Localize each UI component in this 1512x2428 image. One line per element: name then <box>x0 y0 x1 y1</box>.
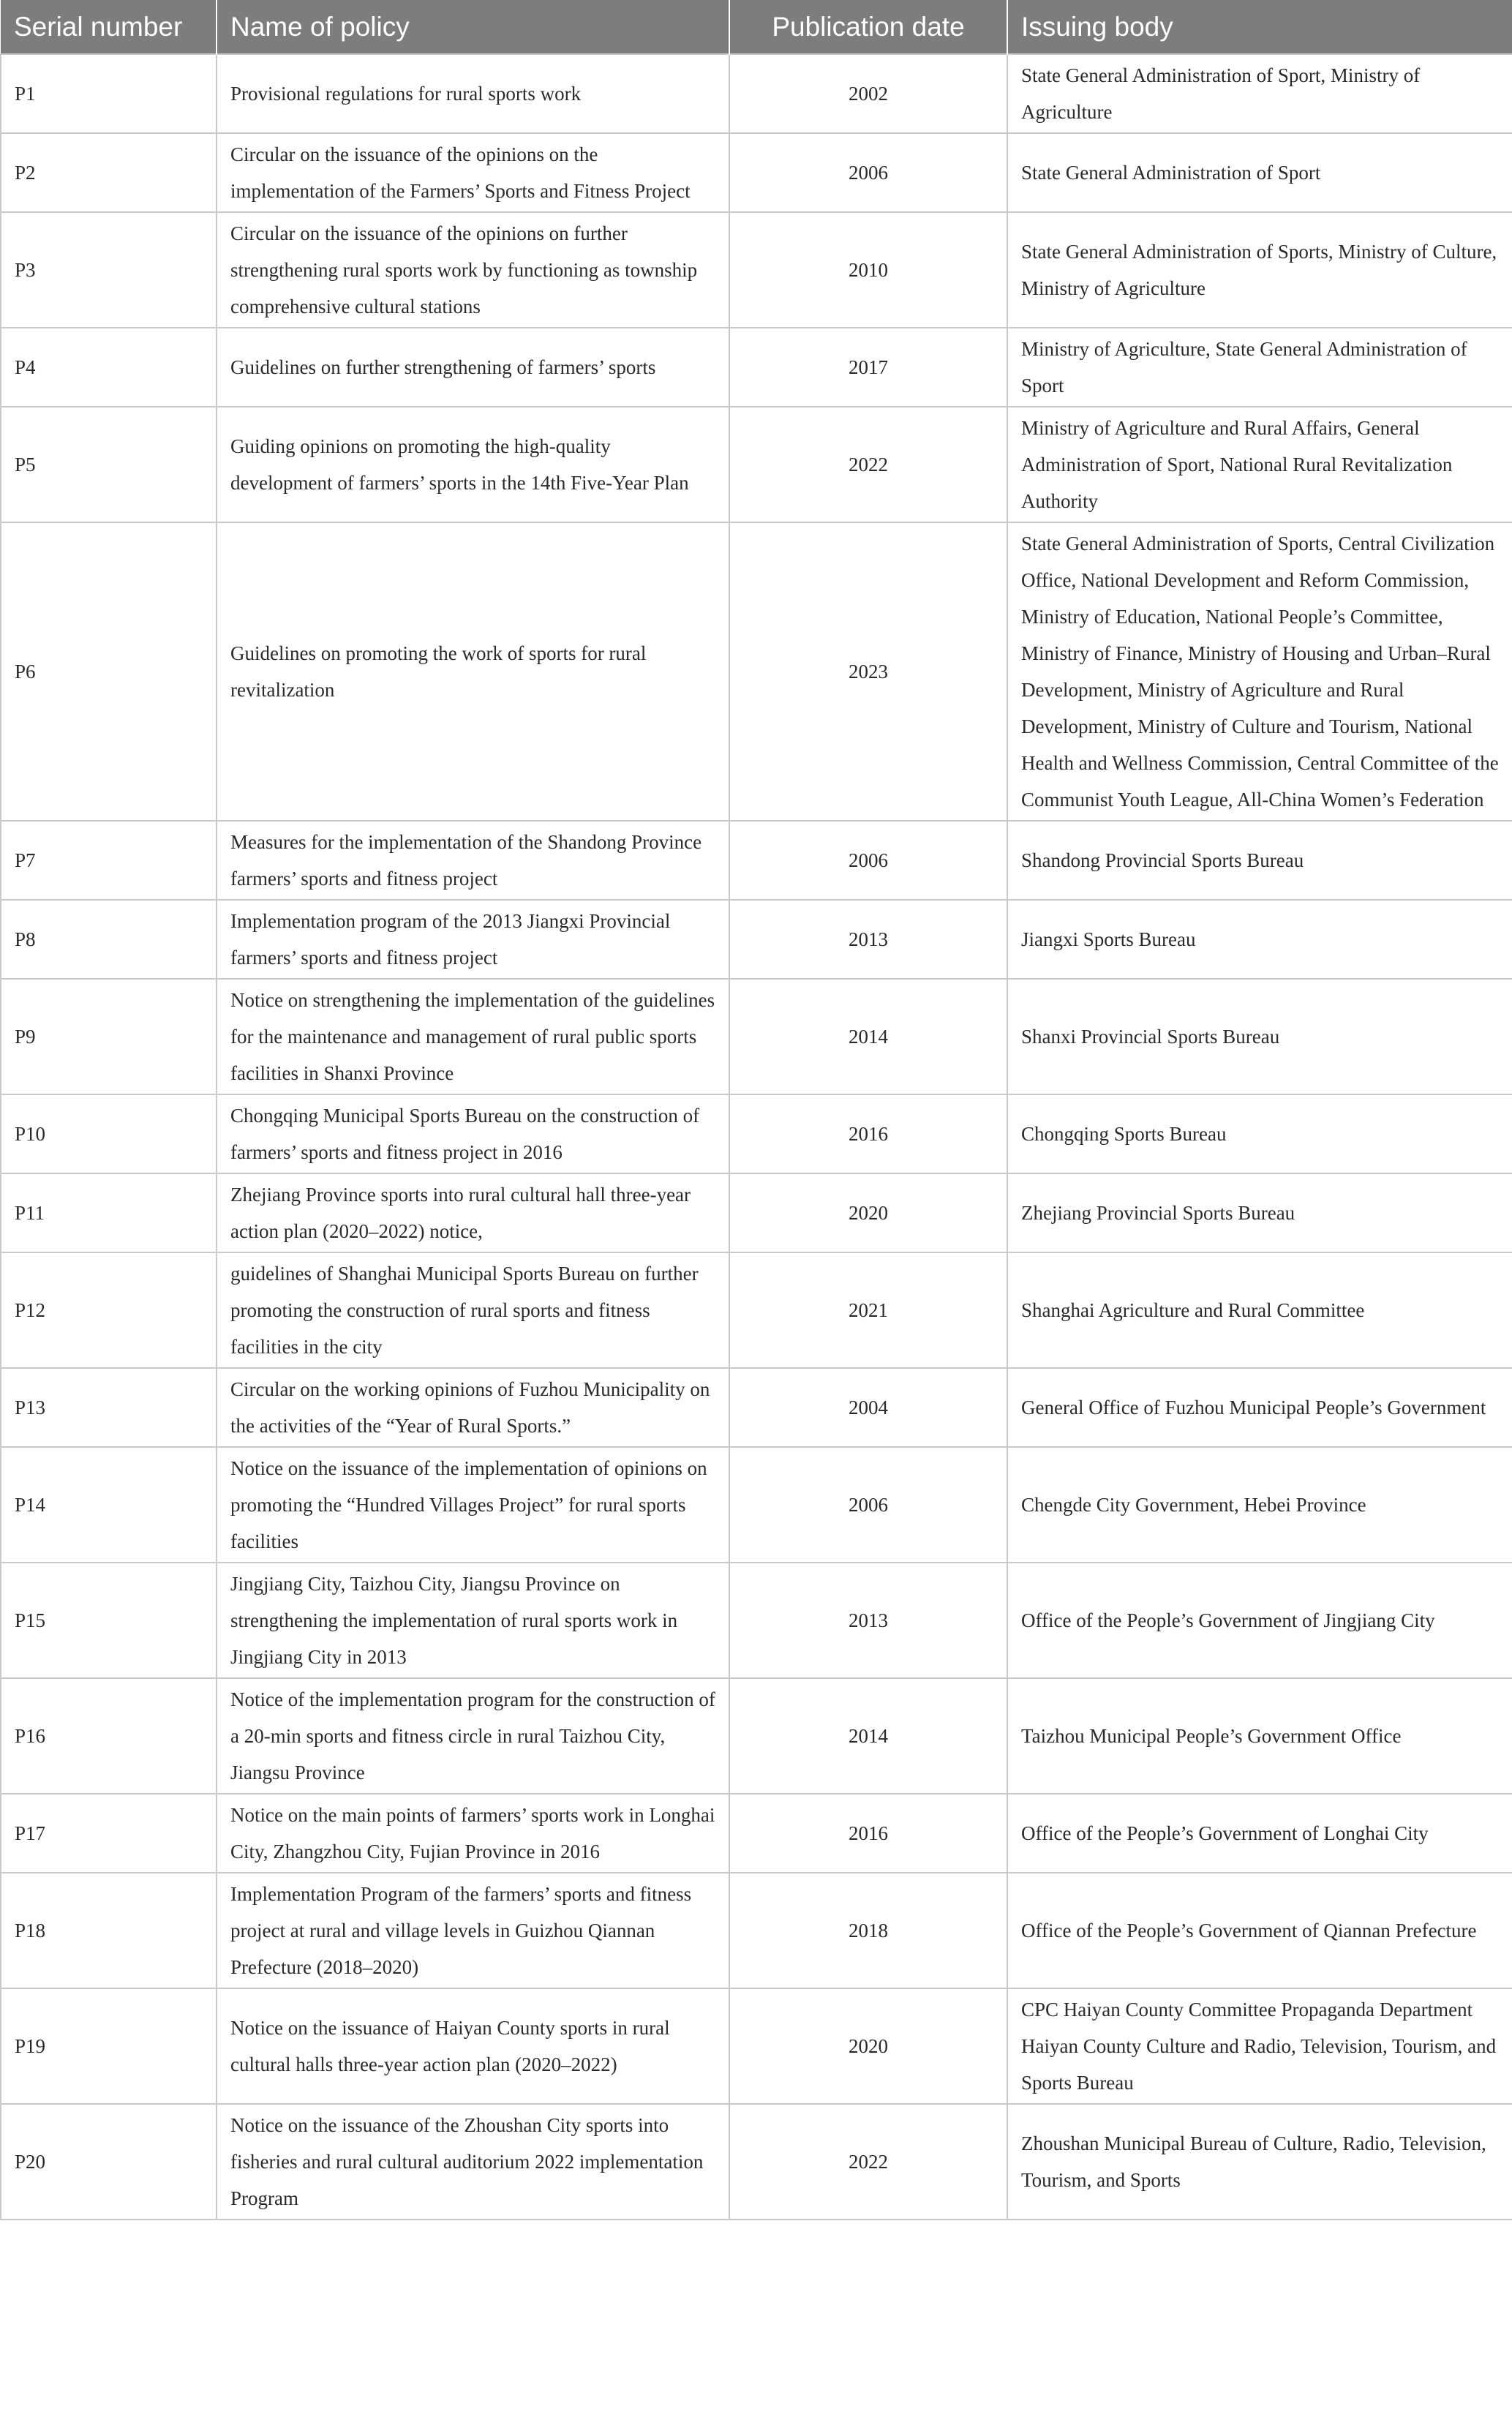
policy-name-cell: Zhejiang Province sports into rural cultural hall three-year action plan (2020–2022) notice, <box>217 1173 729 1252</box>
serial-number-cell: P18 <box>1 1873 217 1988</box>
publication-date-cell: 2006 <box>729 821 1007 900</box>
policy-name-cell: Jingjiang City, Taizhou City, Jiangsu Province on strengthening the implementation of rural sports work in Jingjiang City in 2013 <box>217 1563 729 1678</box>
issuing-body-cell: General Office of Fuzhou Municipal People’s Government <box>1007 1368 1512 1447</box>
table-row <box>1 407 1512 522</box>
policy-name-cell: Circular on the issuance of the opinions on further strengthening rural sports work by functioning as township comprehensive cultural stations <box>217 212 729 328</box>
table-row <box>1 522 1512 821</box>
publication-date-cell: 2016 <box>729 1794 1007 1873</box>
table-body <box>1 54 1512 2220</box>
policy-name-cell: Notice on the issuance of the Zhoushan City sports into fisheries and rural cultural auditorium 2022 implementation Program <box>217 2104 729 2220</box>
policy-name-cell: Notice on the issuance of Haiyan County sports in rural cultural halls three-year action plan (2020–2022) <box>217 1988 729 2104</box>
table-row <box>1 212 1512 328</box>
serial-number-cell: P17 <box>1 1794 217 1873</box>
publication-date-cell: 2023 <box>729 522 1007 821</box>
table-row <box>1 1252 1512 1368</box>
serial-number-cell: P10 <box>1 1094 217 1173</box>
publication-date-cell: 2013 <box>729 1563 1007 1678</box>
publication-date-cell: 2016 <box>729 1094 1007 1173</box>
policy-name-cell: Guiding opinions on promoting the high-quality development of farmers’ sports in the 14th Five-Year Plan <box>217 407 729 522</box>
issuing-body-cell: Shanghai Agriculture and Rural Committee <box>1007 1252 1512 1368</box>
policy-name-cell: Notice on the main points of farmers’ sports work in Longhai City, Zhangzhou City, Fujian Province in 2016 <box>217 1794 729 1873</box>
serial-number-cell: P15 <box>1 1563 217 1678</box>
table-header <box>1 0 1512 54</box>
table-row <box>1 328 1512 407</box>
table-row <box>1 133 1512 212</box>
table-row <box>1 1988 1512 2104</box>
serial-number-cell: P8 <box>1 900 217 979</box>
table-row <box>1 1447 1512 1563</box>
serial-number-cell: P14 <box>1 1447 217 1563</box>
publication-date-cell: 2004 <box>729 1368 1007 1447</box>
publication-date-cell: 2014 <box>729 979 1007 1094</box>
issuing-body-cell: Chengde City Government, Hebei Province <box>1007 1447 1512 1563</box>
table-row <box>1 1678 1512 1794</box>
serial-number-cell: P1 <box>1 54 217 133</box>
publication-date-cell: 2010 <box>729 212 1007 328</box>
issuing-body-cell: Office of the People’s Government of Longhai City <box>1007 1794 1512 1873</box>
table-row <box>1 54 1512 133</box>
publication-date-cell: 2018 <box>729 1873 1007 1988</box>
table-row <box>1 1173 1512 1252</box>
issuing-body-cell: Chongqing Sports Bureau <box>1007 1094 1512 1173</box>
policy-name-cell: Notice of the implementation program for the construction of a 20-min sports and fitness circle in rural Taizhou City, Jiangsu Province <box>217 1678 729 1794</box>
policy-name-cell: Circular on the working opinions of Fuzhou Municipality on the activities of the “Year of Rural Sports.” <box>217 1368 729 1447</box>
header-serial-number: Serial number <box>1 0 217 54</box>
issuing-body-cell: Ministry of Agriculture and Rural Affairs, General Administration of Sport, National Rural Revitalization Authority <box>1007 407 1512 522</box>
policy-name-cell: Chongqing Municipal Sports Bureau on the construction of farmers’ sports and fitness project in 2016 <box>217 1094 729 1173</box>
issuing-body-cell: State General Administration of Sport <box>1007 133 1512 212</box>
serial-number-cell: P16 <box>1 1678 217 1794</box>
serial-number-cell: P13 <box>1 1368 217 1447</box>
issuing-body-cell: Shandong Provincial Sports Bureau <box>1007 821 1512 900</box>
serial-number-cell: P7 <box>1 821 217 900</box>
table-row <box>1 821 1512 900</box>
policy-name-cell: Provisional regulations for rural sports work <box>217 54 729 133</box>
serial-number-cell: P3 <box>1 212 217 328</box>
table-row <box>1 1368 1512 1447</box>
header-policy-name: Name of policy <box>217 0 729 54</box>
publication-date-cell: 2022 <box>729 407 1007 522</box>
policy-name-cell: Measures for the implementation of the Shandong Province farmers’ sports and fitness project <box>217 821 729 900</box>
policy-name-cell: Implementation program of the 2013 Jiangxi Provincial farmers’ sports and fitness project <box>217 900 729 979</box>
policy-name-cell: Circular on the issuance of the opinions on the implementation of the Farmers’ Sports and Fitness Project <box>217 133 729 212</box>
issuing-body-cell: State General Administration of Sports, Ministry of Culture, Ministry of Agriculture <box>1007 212 1512 328</box>
policy-name-cell: Implementation Program of the farmers’ sports and fitness project at rural and village levels in Guizhou Qiannan Prefecture (2018–2020) <box>217 1873 729 1988</box>
table-row <box>1 1563 1512 1678</box>
publication-date-cell: 2002 <box>729 54 1007 133</box>
issuing-body-cell: Ministry of Agriculture, State General Administration of Sport <box>1007 328 1512 407</box>
table-row <box>1 2104 1512 2220</box>
issuing-body-cell: Zhejiang Provincial Sports Bureau <box>1007 1173 1512 1252</box>
issuing-body-cell: Office of the People’s Government of Qiannan Prefecture <box>1007 1873 1512 1988</box>
publication-date-cell: 2020 <box>729 1173 1007 1252</box>
serial-number-cell: P5 <box>1 407 217 522</box>
publication-date-cell: 2017 <box>729 328 1007 407</box>
issuing-body-cell: Taizhou Municipal People’s Government Office <box>1007 1678 1512 1794</box>
policy-name-cell: Notice on strengthening the implementation of the guidelines for the maintenance and management of rural public sports facilities in Shanxi Province <box>217 979 729 1094</box>
serial-number-cell: P9 <box>1 979 217 1094</box>
policy-name-cell: Notice on the issuance of the implementation of opinions on promoting the “Hundred Villages Project” for rural sports facilities <box>217 1447 729 1563</box>
policy-name-cell: Guidelines on further strengthening of farmers’ sports <box>217 328 729 407</box>
table-row <box>1 979 1512 1094</box>
issuing-body-cell: CPC Haiyan County Committee Propaganda Department Haiyan County Culture and Radio, Television, Tourism, and Sports Bureau <box>1007 1988 1512 2104</box>
serial-number-cell: P2 <box>1 133 217 212</box>
policy-name-cell: guidelines of Shanghai Municipal Sports Bureau on further promoting the construction of rural sports and fitness facilities in the city <box>217 1252 729 1368</box>
publication-date-cell: 2006 <box>729 133 1007 212</box>
header-row <box>1 0 1512 54</box>
issuing-body-cell: State General Administration of Sport, Ministry of Agriculture <box>1007 54 1512 133</box>
publication-date-cell: 2014 <box>729 1678 1007 1794</box>
table-row <box>1 1794 1512 1873</box>
serial-number-cell: P12 <box>1 1252 217 1368</box>
serial-number-cell: P4 <box>1 328 217 407</box>
publication-date-cell: 2013 <box>729 900 1007 979</box>
publication-date-cell: 2020 <box>729 1988 1007 2104</box>
table-row <box>1 900 1512 979</box>
issuing-body-cell: Shanxi Provincial Sports Bureau <box>1007 979 1512 1094</box>
serial-number-cell: P11 <box>1 1173 217 1252</box>
issuing-body-cell: Jiangxi Sports Bureau <box>1007 900 1512 979</box>
publication-date-cell: 2022 <box>729 2104 1007 2220</box>
header-issuing-body: Issuing body <box>1007 0 1512 54</box>
table-row <box>1 1873 1512 1988</box>
issuing-body-cell: Office of the People’s Government of Jingjiang City <box>1007 1563 1512 1678</box>
serial-number-cell: P20 <box>1 2104 217 2220</box>
serial-number-cell: P19 <box>1 1988 217 2104</box>
table-row <box>1 1094 1512 1173</box>
serial-number-cell: P6 <box>1 522 217 821</box>
publication-date-cell: 2006 <box>729 1447 1007 1563</box>
header-publication-date: Publication date <box>729 0 1007 54</box>
policy-name-cell: Guidelines on promoting the work of sports for rural revitalization <box>217 522 729 821</box>
issuing-body-cell: Zhoushan Municipal Bureau of Culture, Radio, Television, Tourism, and Sports <box>1007 2104 1512 2220</box>
issuing-body-cell: State General Administration of Sports, Central Civilization Office, National Development and Reform Commission, Ministry of Education, National People’s Committee, Ministry of Finance, Ministry of Housing and Urban–Rural Development, Ministry of Agriculture and Rural Development, Ministry of Culture and Tourism, National Health and Wellness Commission, Central Committee of the Communist Youth League, All-China Women’s Federation <box>1007 522 1512 821</box>
publication-date-cell: 2021 <box>729 1252 1007 1368</box>
